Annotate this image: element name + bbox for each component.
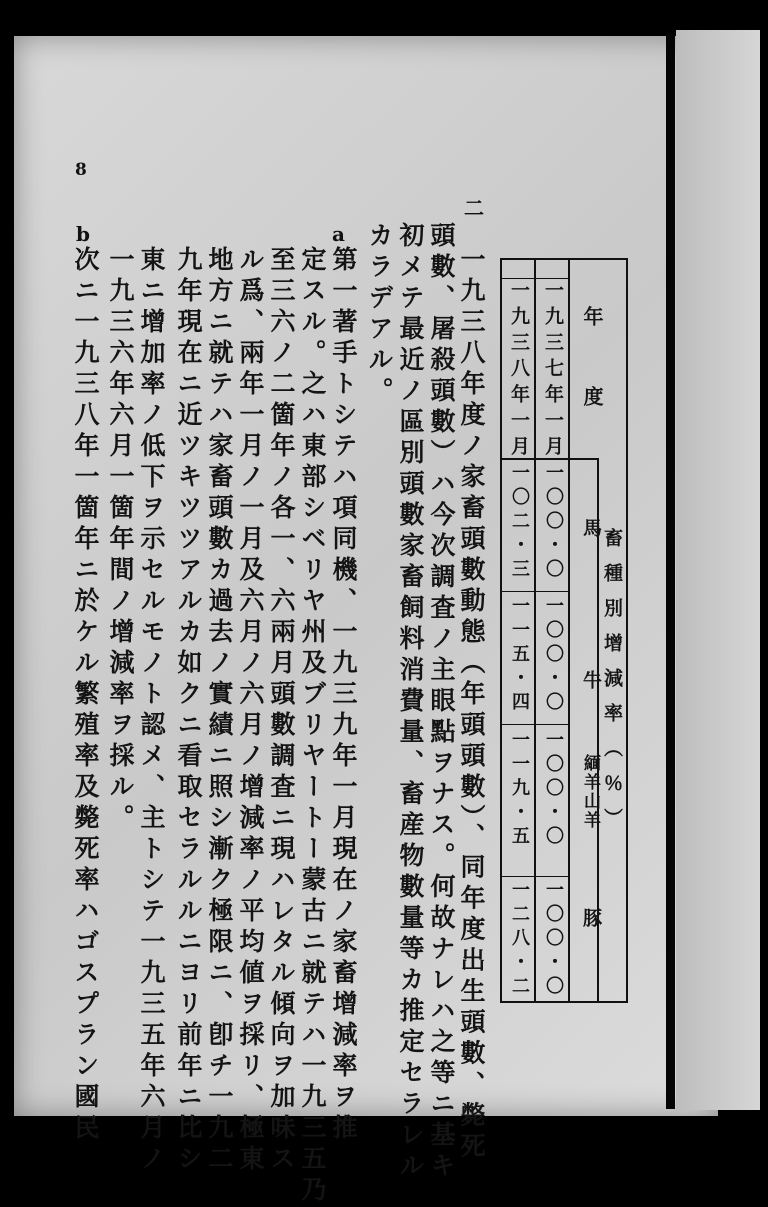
text-column: 地方ニ就テハ家畜頭數カ過去ノ實績ニ照シ漸ク極限ニ、卽チ一九二	[205, 246, 234, 1176]
page-number: 8	[75, 160, 87, 180]
year-label: 一九三七年一月	[542, 280, 564, 462]
section-mark-b: b	[76, 222, 90, 246]
table-cell: 一〇〇・〇	[543, 880, 564, 1000]
year-header: 年度	[580, 306, 604, 466]
section-number: 二	[464, 196, 484, 220]
table-cell: 一〇〇・〇	[543, 463, 564, 583]
text-column: 東ニ增加率ノ低下ヲ示セルモノト認メ、主トシテ一九三五年六月ノ	[137, 246, 166, 1176]
text-column: カラデアル。	[365, 222, 394, 408]
table-cell: 一一五・四	[509, 596, 530, 716]
text-column: ル爲、兩年一月ノ一月及六月ノ六月ノ增減率ノ平均値ヲ採リ、極東	[236, 246, 265, 1176]
text-column: 九年現在ニ近ツキツツアルカ如クニ看取セラルルニヨリ前年ニ比シ	[174, 246, 203, 1176]
year-label: 一九三八年一月	[508, 280, 530, 462]
table-cell: 一〇〇・〇	[543, 596, 564, 716]
text-column: 一九三八年度ノ家畜頭數動態（年頭頭數）、同年度出生頭數、斃死	[457, 246, 486, 1164]
text-column: 至三六ノ二箇年ノ各一、六兩月頭數調査ニ現ハレタル傾向ヲ加味ス	[267, 246, 296, 1176]
table-cell: 一一九・五	[509, 730, 530, 850]
text-column: 初メテ最近ノ區別頭數家畜飼料消費量、畜産物數量等カ推定セラレル	[396, 222, 425, 1183]
animal-header: 緬羊山羊	[580, 754, 600, 830]
text-column: 定スル。之ハ東部シベリヤ州及ブリヤートー蒙古ニ就テハ一九三五乃	[298, 246, 327, 1207]
facing-page-edge	[676, 30, 760, 1110]
growth-rate-table	[500, 258, 628, 1003]
table-title: 畜種別增減率（％）	[601, 528, 623, 843]
animal-header: 豚	[580, 908, 602, 927]
text-column: 一九三六年六月一箇年間ノ增減率ヲ採ル。	[106, 246, 135, 835]
section-mark-a: a	[332, 222, 345, 246]
table-cell: 一二八・二	[509, 880, 530, 1000]
table-cell: 一〇〇・〇	[543, 730, 564, 850]
book-spine	[666, 34, 675, 1109]
table-cell: 一〇二・三	[509, 463, 530, 583]
animal-header: 馬	[580, 518, 602, 537]
animal-header: 牛	[580, 670, 602, 689]
text-column: 次ニ一九三八年一箇年ニ於ケル繁殖率及斃死率ハゴスプラン國民	[71, 246, 100, 1145]
text-column: 第一著手トシテハ項同機、一九三九年一月現在ノ家畜增減率ヲ推	[329, 246, 358, 1145]
text-column: 頭數、屠殺頭數）ハ今次調査ノ主眼點ヲナス。何故ナレハ之等ニ基キ	[427, 222, 456, 1183]
